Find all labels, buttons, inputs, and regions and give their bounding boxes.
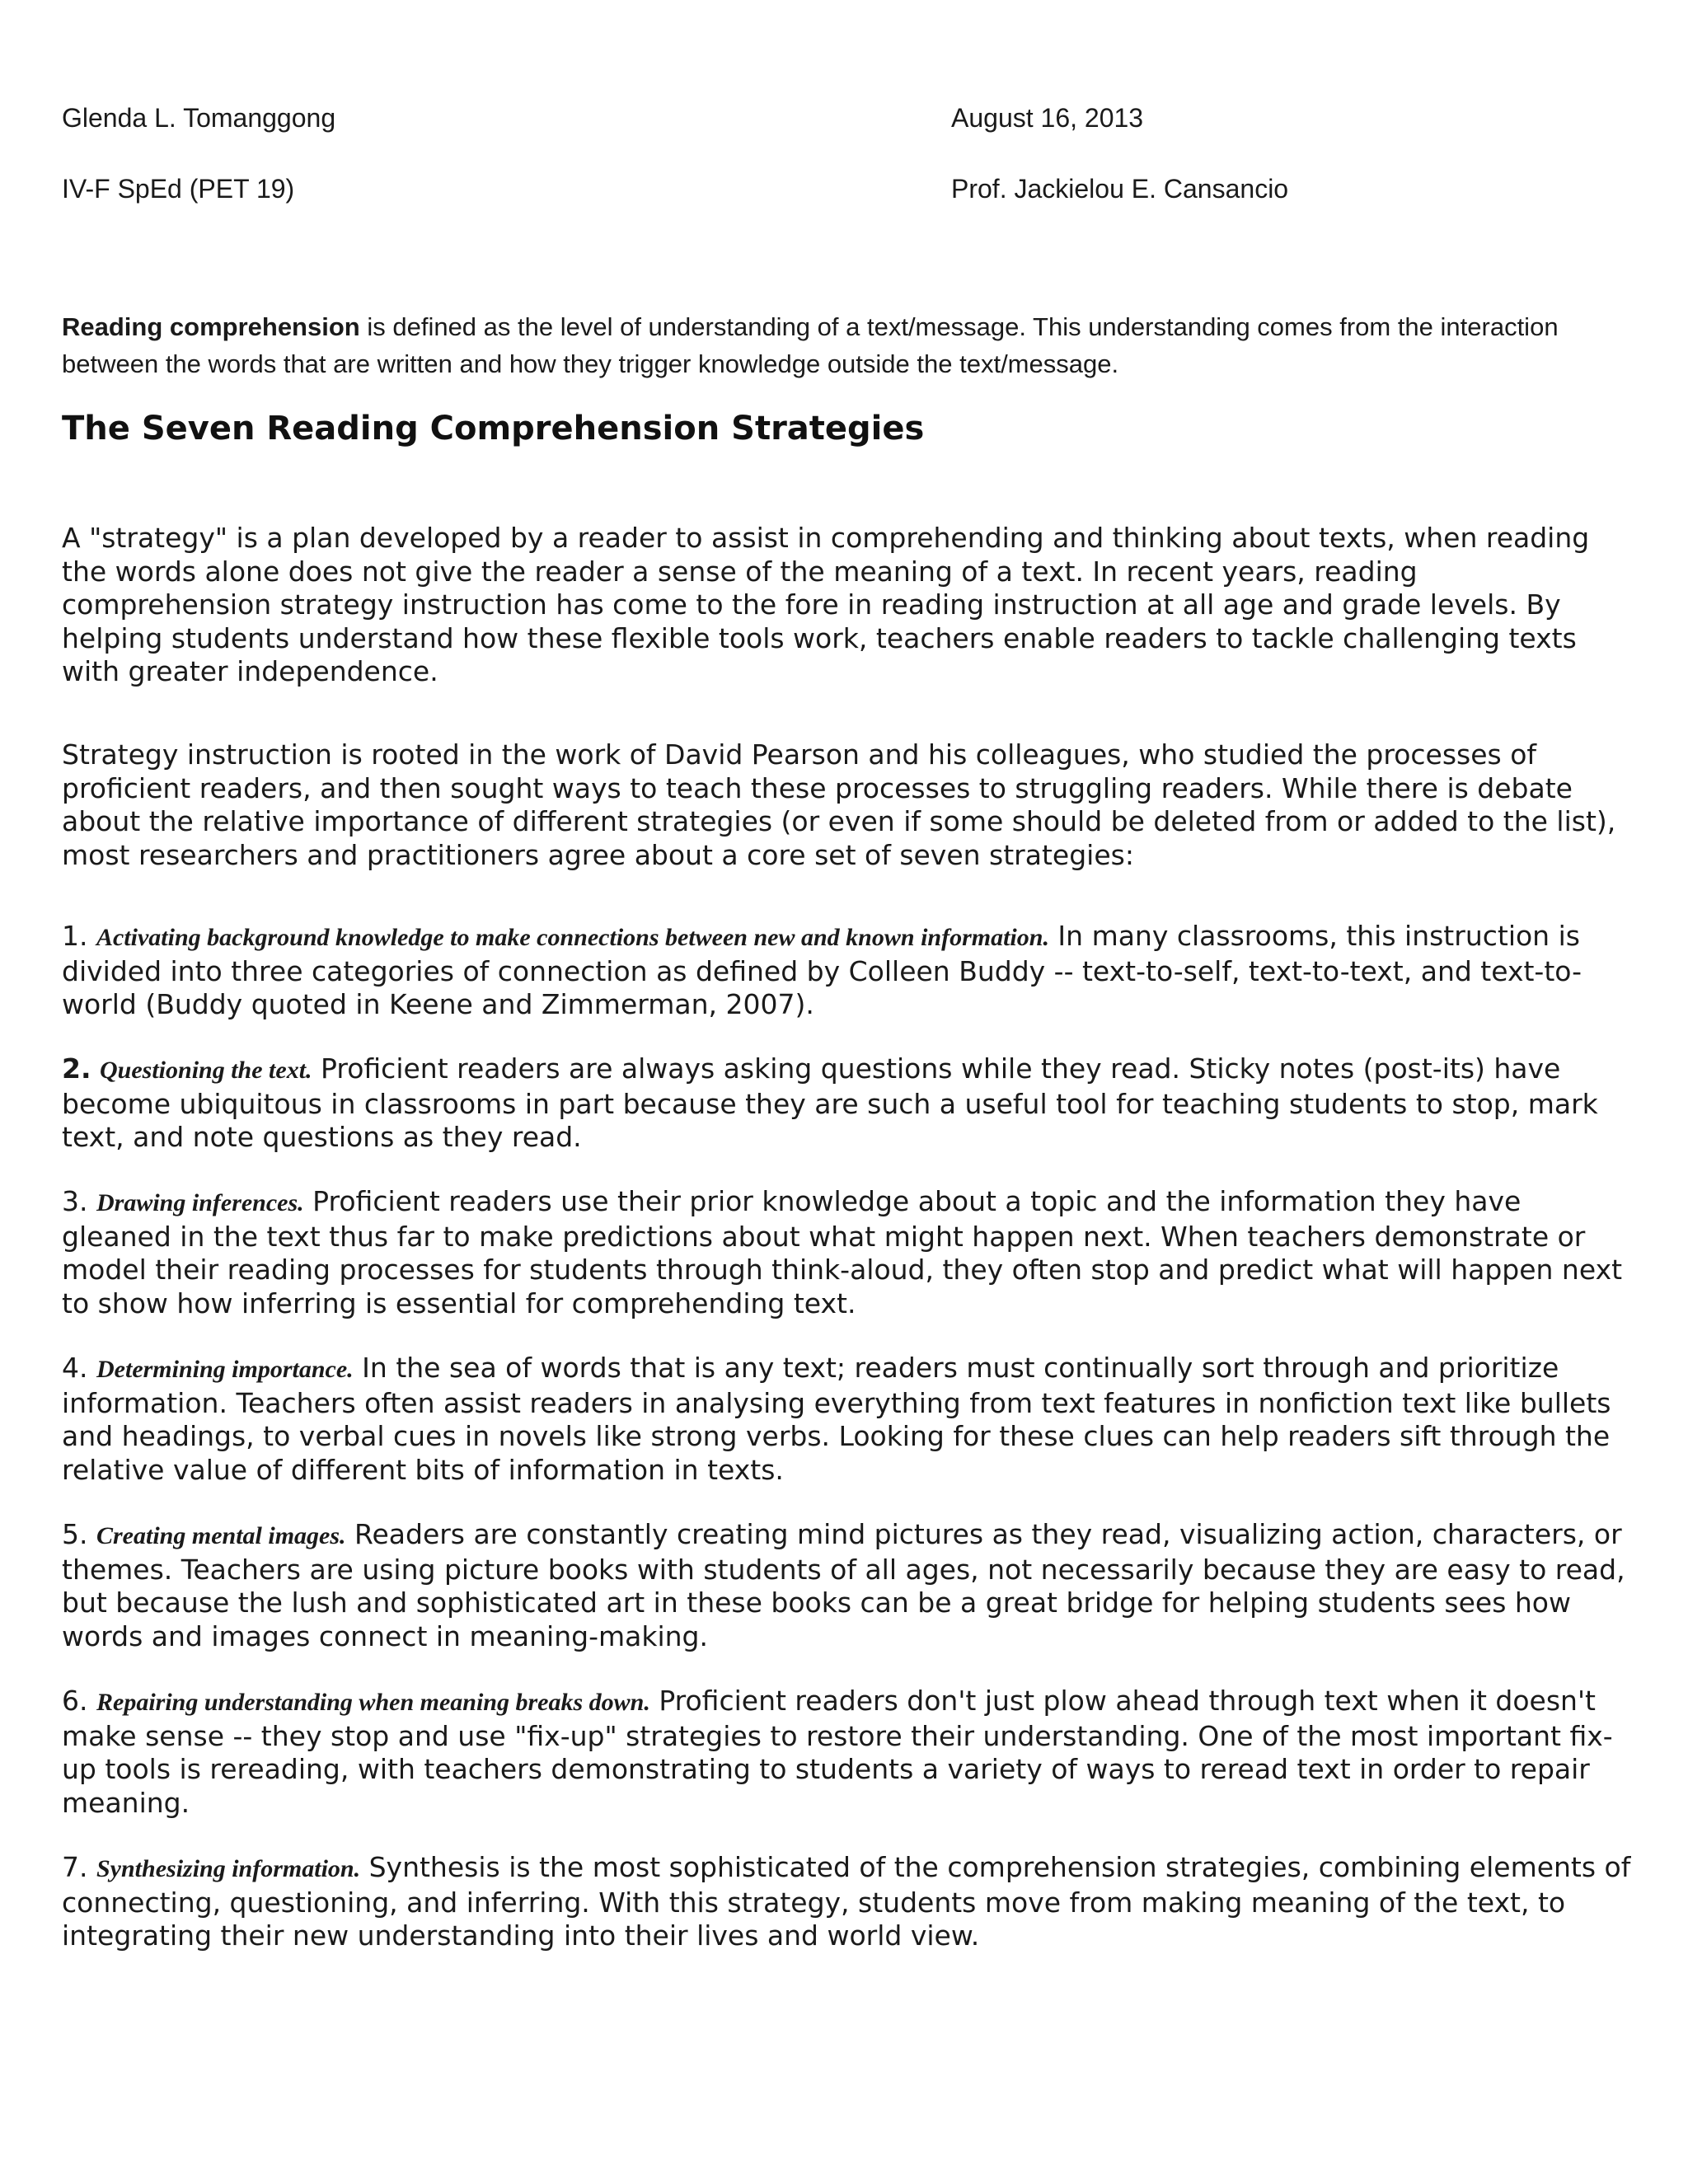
strategy-number: 3. bbox=[62, 1185, 88, 1217]
strategy-text: In the sea of words that is any text; readers must continually sort through and prioritize information. Teachers often assist readers in analysing everything from text features in nonfiction text like bullets and headings, to verbal cues in novels like strong verbs. Looking for these clues can help readers sift through the relative value of different bits of information in texts. bbox=[62, 1352, 1611, 1486]
strategy-text: Proficient readers use their prior knowledge about a topic and the information they have gleaned in the text thus far to make predictions about what might happen next. When teachers demonstrate or model their reading processes for students through think-aloud, they often stop and predict what will happen next to show how inferring is essential for comprehending text. bbox=[62, 1185, 1623, 1319]
strategy-item-3 bbox=[62, 1185, 1632, 1320]
strategy-item-2 bbox=[62, 1052, 1632, 1155]
strategy-item-7 bbox=[62, 1851, 1632, 1953]
strategy-name: Synthesizing information. bbox=[96, 1855, 361, 1882]
strategy-text: In many classrooms, this instruction is divided into three categories of connection as defined by Colleen Buddy -- text-to-self, text-to-text, and text-to-world (Buddy quoted in Keene and Zimmerman, 2007). bbox=[62, 920, 1582, 1020]
strategy-number: 2. bbox=[62, 1052, 91, 1085]
strategy-number: 7. bbox=[62, 1851, 88, 1883]
author-name: Glenda L. Tomanggong bbox=[62, 103, 336, 133]
strategy-name: Drawing inferences. bbox=[96, 1189, 304, 1216]
strategy-number: 1. bbox=[62, 920, 88, 952]
strategy-item-5 bbox=[62, 1518, 1632, 1653]
pearson-paragraph: Strategy instruction is rooted in the work of David Pearson and his colleagues, who studied the processes of proficient readers, and then sought ways to teach these processes to struggling readers. While there is debate about the relative importance of different strategies (or even if some should be deleted from or added to the list), most researchers and practitioners agree about a core set of seven strategies: bbox=[62, 738, 1616, 871]
strategy-item-1 bbox=[62, 920, 1632, 1022]
strategy-name: Activating background knowledge to make connections between new and known information. bbox=[96, 924, 1049, 951]
intro-paragraph: A "strategy" is a plan developed by a reader to assist in comprehending and thinking about texts, when reading the words alone does not give the reader a sense of the meaning of a text. In recent years, reading comprehension strategy instruction has come to the fore in reading instruction at all age and grade levels. By helping students understand how these flexible tools work, teachers enable readers to tackle challenging texts with greater independence. bbox=[62, 522, 1590, 687]
document-title: The Seven Reading Comprehension Strategies bbox=[62, 410, 925, 448]
definition-text: is defined as the level of understanding of a text/message. This understanding comes from the interaction between the words that are written and how they trigger knowledge outside the text/message. bbox=[62, 312, 1559, 378]
class-section: IV-F SpEd (PET 19) bbox=[62, 174, 295, 204]
strategy-name: Creating mental images. bbox=[96, 1522, 346, 1549]
strategy-text: Readers are constantly creating mind pictures as they read, visualizing action, characters, or themes. Teachers are using picture books with students of all ages, not necessarily because they are easy to read, but because the lush and sophisticated art in these books can be a great bridge for helping students sees how words and images connect in meaning-making. bbox=[62, 1518, 1625, 1652]
professor-name: Prof. Jackielou E. Cansancio bbox=[951, 174, 1289, 204]
strategy-number: 4. bbox=[62, 1352, 88, 1384]
strategy-name: Questioning the text. bbox=[100, 1057, 312, 1084]
strategy-name: Repairing understanding when meaning breaks down. bbox=[96, 1689, 650, 1716]
document-date: August 16, 2013 bbox=[951, 103, 1144, 133]
strategy-item-4 bbox=[62, 1352, 1632, 1487]
strategy-text: Proficient readers are always asking questions while they read. Sticky notes (post-its) have become ubiquitous in classrooms in part because they are such a useful tool for teaching students to stop, mark text, and note questions as they read. bbox=[62, 1052, 1598, 1153]
definition-paragraph bbox=[62, 308, 1628, 382]
strategy-name: Determining importance. bbox=[96, 1356, 354, 1383]
definition-term: Reading comprehension bbox=[62, 312, 360, 341]
strategy-item-6 bbox=[62, 1685, 1632, 1820]
strategy-text: Proficient readers don't just plow ahead through text when it doesn't make sense -- they stop and use "fix-up" strategies to restore their understanding. One of the most important fix-up tools is rereading, with teachers demonstrating to students a variety of ways to reread text in order to repair meaning. bbox=[62, 1685, 1613, 1819]
strategy-text: Synthesis is the most sophisticated of the comprehension strategies, combining elements of connecting, questioning, and inferring. With this strategy, students move from making meaning of the text, to integrating their new understanding into their lives and world view. bbox=[62, 1851, 1631, 1952]
strategy-number: 5. bbox=[62, 1518, 88, 1550]
strategy-number: 6. bbox=[62, 1685, 88, 1717]
